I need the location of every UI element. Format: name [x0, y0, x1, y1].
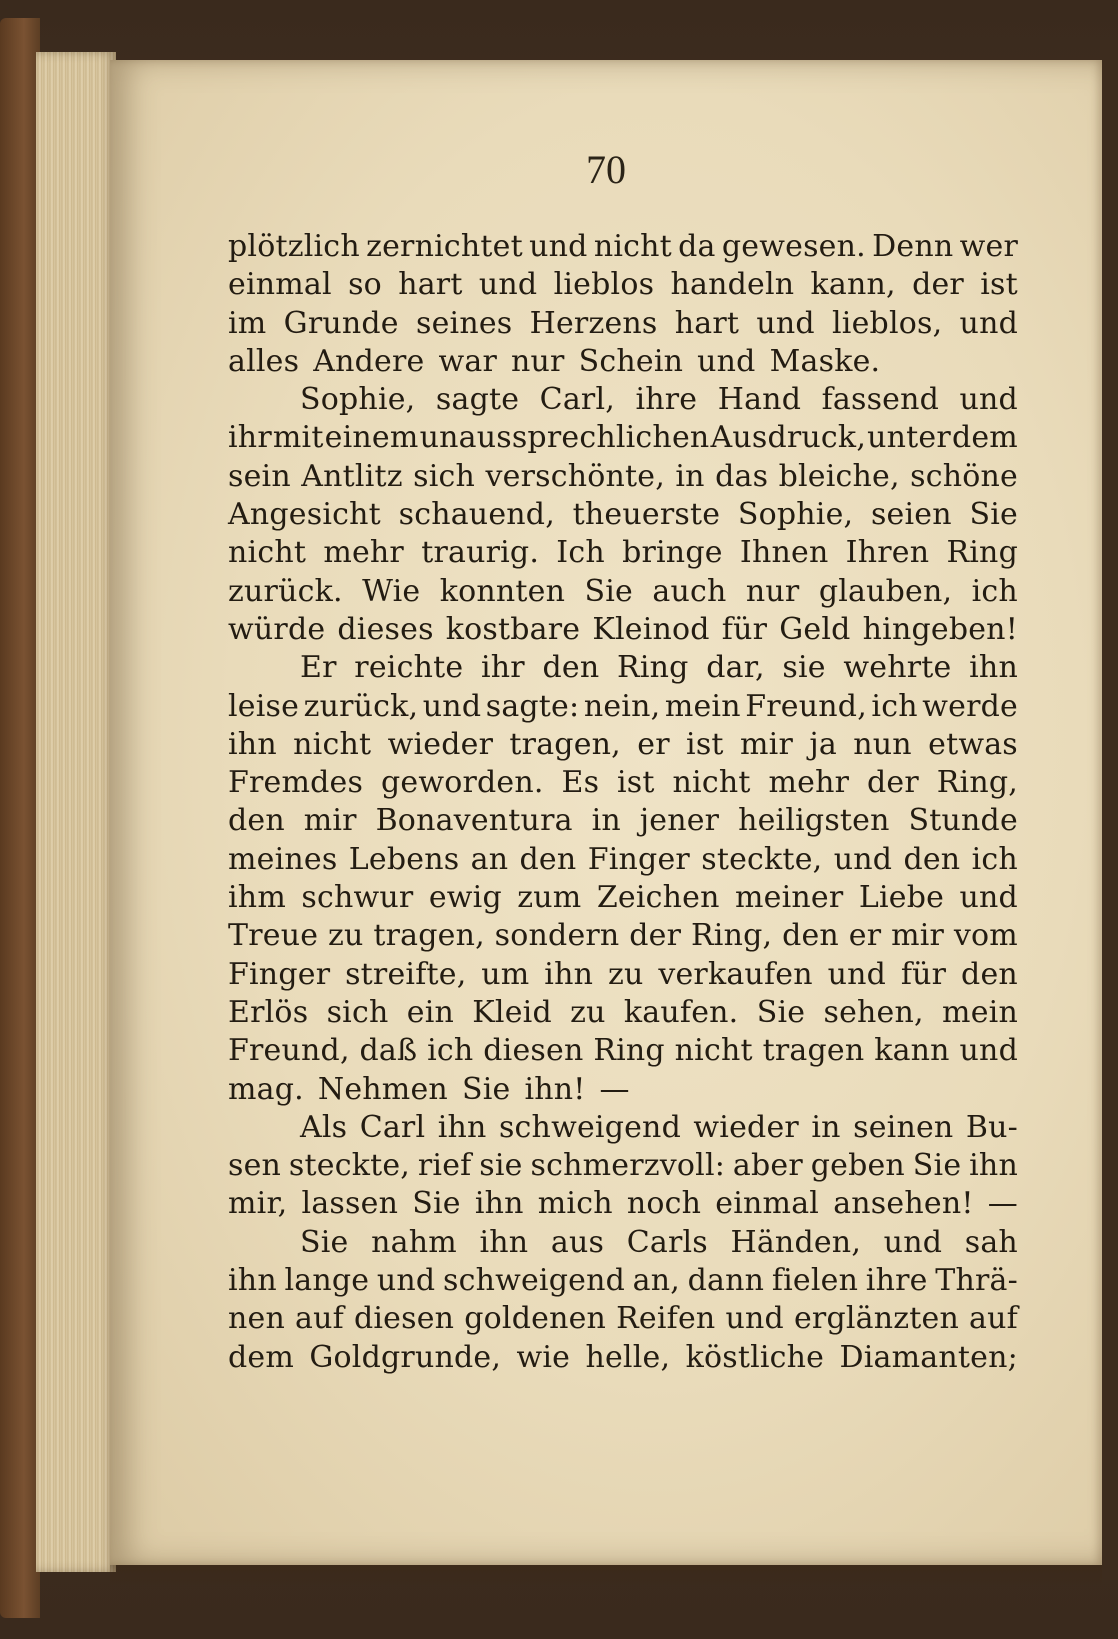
word: da	[678, 229, 716, 264]
word: Nehmen	[317, 1071, 448, 1107]
text-line	[228, 611, 1018, 649]
word: etwas	[928, 726, 1018, 762]
word: Er	[300, 650, 337, 686]
word: Andere	[313, 343, 425, 379]
word: und	[725, 1301, 784, 1337]
word: mir,	[228, 1186, 288, 1222]
word: ihr	[480, 650, 525, 686]
word: ja	[809, 726, 837, 762]
word: ich	[971, 841, 1018, 877]
word: ihn	[969, 1148, 1018, 1184]
word: an,	[632, 1263, 680, 1299]
word: diesen	[483, 1033, 584, 1069]
word: unter	[867, 420, 951, 456]
word: mehr	[768, 765, 850, 801]
word: ist	[617, 765, 655, 801]
word: und	[827, 956, 887, 992]
word: glauben,	[818, 573, 953, 609]
word: Maske.	[769, 343, 881, 379]
word: Reifen	[616, 1301, 716, 1337]
word: köstliche	[685, 1339, 825, 1375]
word: zum	[517, 880, 582, 916]
word: Denn	[872, 229, 954, 264]
word: hart	[674, 305, 740, 341]
text-line	[228, 305, 1018, 343]
text-line	[228, 764, 1018, 802]
word: Ring	[946, 535, 1018, 571]
word: sehen,	[823, 994, 924, 1030]
word: und	[833, 841, 893, 877]
word: wie	[516, 1339, 571, 1375]
word: theuerste	[572, 497, 721, 533]
word: dem	[228, 1339, 295, 1375]
word: —	[599, 1071, 630, 1107]
word: und	[959, 382, 1018, 418]
text-line	[228, 917, 1018, 955]
word: ihn	[969, 650, 1018, 686]
word: tragen,	[373, 918, 485, 954]
word: Lebens	[348, 841, 460, 877]
word: ich	[971, 573, 1018, 609]
word: wieder	[387, 726, 494, 762]
text-line	[228, 343, 1018, 381]
word: im	[228, 305, 267, 341]
word: und	[959, 305, 1018, 341]
text-line	[228, 1185, 1018, 1223]
word: auf	[295, 1301, 344, 1337]
word: und	[478, 267, 538, 303]
word: sagte:	[485, 688, 580, 724]
word: Ich	[556, 535, 605, 571]
word: seien	[870, 497, 952, 533]
word: verschönte,	[485, 458, 665, 494]
word: daß	[359, 1033, 418, 1069]
word: Sophie,	[300, 382, 416, 418]
word: nun	[853, 726, 912, 762]
word: fassend	[821, 382, 940, 418]
word: ihn	[228, 1263, 277, 1299]
word: Finger	[228, 956, 331, 992]
text-line	[228, 573, 1018, 611]
word: sondern	[494, 918, 620, 954]
word: ihn!	[524, 1071, 586, 1107]
word: lieblos,	[832, 305, 943, 341]
word: bleiche,	[778, 458, 900, 494]
word: mir	[303, 803, 357, 839]
word: ein	[406, 994, 455, 1030]
text-line	[228, 1339, 1018, 1377]
word: ewig	[428, 880, 502, 916]
word: nicht	[293, 726, 372, 762]
word: ihre	[865, 1263, 928, 1299]
word: heiligsten	[738, 803, 890, 839]
word: wer	[959, 229, 1018, 264]
word: Sie	[461, 1071, 511, 1107]
word: Carl,	[539, 382, 615, 418]
text-line	[228, 1071, 1018, 1109]
text-line	[228, 496, 1018, 534]
word: Geld	[779, 611, 851, 647]
word: nicht	[672, 765, 751, 801]
text-line	[228, 534, 1018, 572]
word: dann	[687, 1263, 765, 1299]
word: steckte,	[288, 1148, 411, 1184]
word: sie	[782, 650, 826, 686]
word: war	[438, 343, 497, 379]
word: zurück.	[228, 573, 343, 609]
word: Kleid	[472, 994, 552, 1030]
word: —	[987, 1186, 1018, 1222]
word: einmal	[715, 1186, 820, 1222]
word: Finger	[587, 841, 690, 877]
word: dieses	[337, 611, 434, 647]
word: hingeben!	[862, 611, 1018, 647]
word: den	[903, 841, 961, 877]
word: in	[811, 1109, 841, 1145]
word: alles	[228, 343, 300, 379]
word: aus	[550, 1224, 605, 1260]
word: schauend,	[398, 497, 555, 533]
text-line	[228, 458, 1018, 496]
word: mir	[891, 918, 945, 954]
word: seines	[415, 305, 513, 341]
word: plötzlich	[228, 229, 360, 264]
word: mit	[272, 420, 324, 456]
word: ihn	[228, 726, 277, 762]
word: Sie	[300, 1224, 349, 1260]
word: mich	[537, 1186, 613, 1222]
page-stack-edge	[36, 52, 116, 1572]
word: schöne	[910, 458, 1018, 494]
word: goldenen	[464, 1301, 607, 1337]
word: kann	[874, 1033, 950, 1069]
word: Bu-	[965, 1109, 1018, 1145]
word: sagte	[435, 382, 520, 418]
word: Angesicht	[228, 497, 381, 533]
word: geworden.	[380, 765, 544, 801]
word: den	[542, 650, 600, 686]
word: für	[900, 956, 947, 992]
text-line	[228, 879, 1018, 917]
word: nicht	[593, 229, 672, 264]
word: Als	[300, 1109, 348, 1145]
word: der	[912, 267, 964, 303]
word: diesen	[353, 1301, 455, 1337]
text-line	[228, 841, 1018, 879]
text-line	[228, 1224, 1018, 1262]
word: Ring,	[936, 765, 1018, 801]
word: und	[529, 229, 588, 264]
word: nicht	[674, 1033, 753, 1069]
text-line	[228, 266, 1018, 304]
word: das	[715, 458, 769, 494]
word: ihn	[544, 956, 594, 992]
word: handeln	[670, 267, 795, 303]
word: und	[959, 1033, 1018, 1069]
word: schweigend	[442, 1263, 626, 1299]
word: ihr	[228, 420, 272, 456]
word: ihn	[474, 1186, 524, 1222]
word: Ausdruck,	[710, 420, 867, 456]
word: nahm	[371, 1224, 457, 1260]
word: Goldgrunde,	[309, 1339, 502, 1375]
book-page	[110, 60, 1102, 1565]
word: Treue	[228, 918, 319, 954]
word: schweigend	[498, 1109, 681, 1145]
word: ist	[980, 267, 1018, 303]
word: Bonaventura	[375, 803, 573, 839]
word: Liebe	[858, 880, 945, 916]
word: der	[629, 918, 682, 954]
word: zurück,	[303, 688, 419, 724]
word: zu	[607, 956, 644, 992]
word: streifte,	[345, 956, 467, 992]
word: den	[961, 956, 1018, 992]
word: Wie	[362, 573, 421, 609]
word: kostbare	[445, 611, 581, 647]
word: mein	[664, 688, 741, 724]
word: und	[697, 343, 756, 379]
word: werde	[922, 688, 1018, 724]
word: Sophie,	[737, 497, 854, 533]
word: schmerzvoll:	[530, 1148, 726, 1184]
word: rief	[417, 1148, 472, 1184]
word: den	[228, 803, 285, 839]
word: ihn	[437, 1109, 487, 1145]
word: Schein	[578, 343, 684, 379]
word: in	[675, 458, 705, 494]
word: und	[883, 1224, 943, 1260]
word: aber	[732, 1148, 803, 1184]
word: Thrä-	[935, 1263, 1018, 1299]
word: Erlös	[228, 994, 309, 1030]
text-line	[228, 381, 1018, 419]
word: kaufen.	[623, 994, 739, 1030]
word: Hand	[717, 382, 802, 418]
word: konnten	[439, 573, 566, 609]
word: Ring	[593, 1033, 665, 1069]
word: nein,	[583, 688, 661, 724]
text-line	[228, 228, 1018, 266]
word: erglänzten	[793, 1301, 959, 1337]
word: geben	[810, 1148, 905, 1184]
word: sie	[479, 1148, 523, 1184]
word: einmal	[228, 267, 332, 303]
word: nur	[511, 343, 565, 379]
word: für	[721, 611, 768, 647]
word: reichte	[354, 650, 464, 686]
word: fielen	[771, 1263, 859, 1299]
word: meiner	[735, 880, 844, 916]
word: in	[591, 803, 621, 839]
word: wieder	[693, 1109, 799, 1145]
word: mir	[740, 726, 793, 762]
word: den	[519, 841, 577, 877]
word: leise	[228, 688, 300, 724]
word: kann,	[810, 267, 896, 303]
word: Carls	[626, 1224, 708, 1260]
word: mag.	[228, 1071, 304, 1107]
word: Sie	[756, 994, 806, 1030]
word: sen	[228, 1148, 282, 1184]
word: ansehen!	[833, 1186, 974, 1222]
word: Fremdes	[228, 765, 364, 801]
word: einem	[324, 420, 419, 456]
word: sein	[228, 458, 291, 494]
word: Stunde	[908, 803, 1018, 839]
word: Ring	[617, 650, 689, 686]
word: lassen	[301, 1186, 399, 1222]
word: Carl	[359, 1109, 426, 1145]
word: schwur	[301, 880, 414, 916]
word: ihn	[479, 1224, 529, 1260]
word: auf	[969, 1301, 1018, 1337]
word: der	[866, 765, 919, 801]
word: seinen	[853, 1109, 954, 1145]
word: wehrte	[843, 650, 952, 686]
book-right-edge	[1100, 40, 1118, 1580]
word: Es	[561, 765, 600, 801]
text-line	[228, 649, 1018, 687]
word: gewesen.	[721, 229, 866, 264]
word: ich	[427, 1033, 474, 1069]
text-line	[228, 1032, 1018, 1070]
word: Antlitz	[301, 458, 403, 494]
word: Sie	[969, 497, 1018, 533]
word: nur	[745, 573, 800, 609]
word: Sie	[412, 1186, 461, 1222]
word: Grunde	[283, 305, 399, 341]
text-line	[228, 994, 1018, 1032]
word: nen	[228, 1301, 285, 1337]
text-line	[228, 419, 1018, 457]
word: helle,	[585, 1339, 671, 1375]
text-line	[228, 1147, 1018, 1185]
word: tragen,	[509, 726, 621, 762]
word: Freund,	[228, 1033, 350, 1069]
word: Herzens	[529, 305, 658, 341]
book-cover-edge	[0, 18, 40, 1618]
word: tragen	[762, 1033, 865, 1069]
text-line	[228, 1109, 1018, 1147]
text-line	[228, 1300, 1018, 1338]
word: sah	[964, 1224, 1018, 1260]
word: nicht	[228, 535, 307, 571]
word: Sie	[912, 1148, 962, 1184]
word: ich	[871, 688, 918, 724]
word: steckte,	[701, 841, 823, 877]
word: Freund,	[745, 688, 867, 724]
text-line	[228, 726, 1018, 764]
word: und	[959, 880, 1018, 916]
page-bottom-shadow	[110, 1565, 1102, 1585]
word: Kleinod	[592, 611, 710, 647]
word: auch	[652, 573, 727, 609]
word: dem	[951, 420, 1018, 456]
word: ihm	[228, 880, 286, 916]
word: lieblos	[553, 267, 655, 303]
word: er	[848, 918, 882, 954]
word: um	[481, 956, 530, 992]
word: Zeichen	[596, 880, 720, 916]
word: Händen,	[730, 1224, 862, 1260]
word: den	[782, 918, 839, 954]
word: bringe	[622, 535, 723, 571]
word: unaussprechlichen	[419, 420, 710, 456]
word: meines	[228, 841, 338, 877]
word: hart	[398, 267, 463, 303]
word: zu	[570, 994, 606, 1030]
text-line	[228, 1262, 1018, 1300]
word: mehr	[323, 535, 404, 571]
text-line	[228, 688, 1018, 726]
text-line	[228, 802, 1018, 840]
word: zernichtet	[366, 229, 523, 264]
word: Ihren	[845, 535, 930, 571]
word: würde	[228, 611, 326, 647]
word: Ihnen	[739, 535, 829, 571]
word: vom	[953, 918, 1018, 954]
word: und	[422, 688, 482, 724]
word: so	[348, 267, 382, 303]
word: Diamanten;	[839, 1339, 1018, 1375]
word: sich	[413, 458, 476, 494]
body-text	[228, 228, 1018, 1377]
word: Ring,	[691, 918, 773, 954]
word: sich	[326, 994, 389, 1030]
word: er	[637, 726, 670, 762]
word: lange	[284, 1263, 370, 1299]
word: Sie	[584, 573, 633, 609]
word: und	[756, 305, 815, 341]
word: jener	[639, 803, 720, 839]
word: zu	[328, 918, 364, 954]
word: dar,	[706, 650, 765, 686]
word: noch	[626, 1186, 702, 1222]
word: ist	[686, 726, 724, 762]
word: ihre	[635, 382, 698, 418]
text-line	[228, 956, 1018, 994]
word: mein	[942, 994, 1018, 1030]
word: an	[470, 841, 509, 877]
word: traurig.	[421, 535, 540, 571]
word: und	[376, 1263, 436, 1299]
page-number: 70	[586, 147, 626, 192]
word: verkaufen	[658, 956, 813, 992]
